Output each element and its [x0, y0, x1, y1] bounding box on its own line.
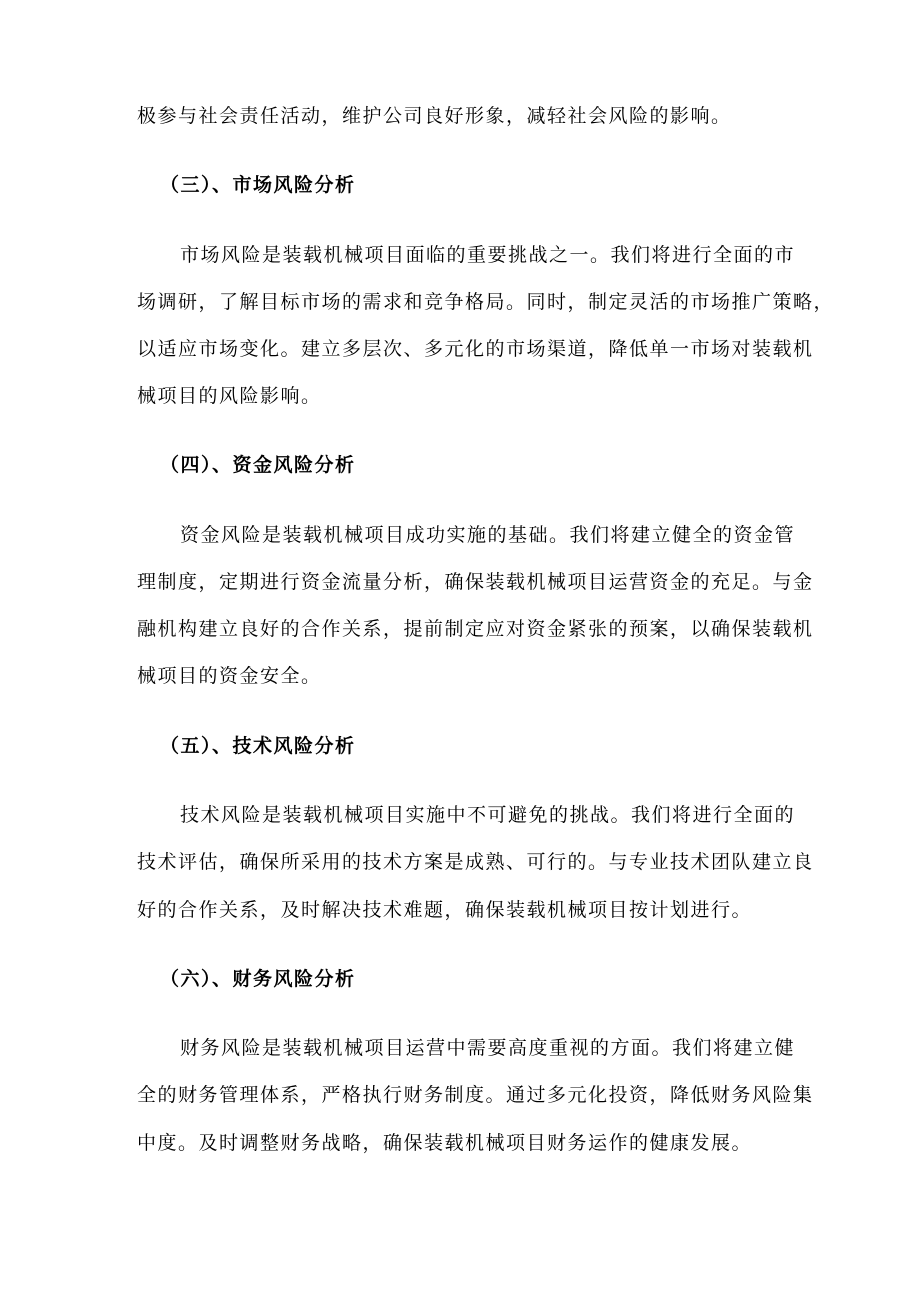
section-heading-financial-risk: （六）、财务风险分析 — [160, 968, 356, 990]
paragraph-line: 械项目的资金安全。 — [137, 665, 322, 687]
section-heading-technical-risk: （五）、技术风险分析 — [160, 735, 356, 757]
paragraph-line: 技术风险是装载机械项目实施中不可避免的挑战。我们将进行全面的 — [180, 804, 796, 826]
paragraph-line: 财务风险是装载机械项目运营中需要高度重视的方面。我们将建立健 — [180, 1037, 796, 1059]
paragraph-line: 好的合作关系，及时解决技术难题，确保装载机械项目按计划进行。 — [137, 899, 753, 921]
paragraph-line: 资金风险是装载机械项目成功实施的基础。我们将建立健全的资金管 — [180, 524, 796, 546]
paragraph-line: 场调研，了解目标市场的需求和竞争格局。同时，制定灵活的市场推广策略， — [137, 291, 835, 313]
paragraph-line: 市场风险是装载机械项目面临的重要挑战之一。我们将进行全面的市 — [180, 244, 796, 266]
paragraph-line: 融机构建立良好的合作关系，提前制定应对资金紧张的预案，以确保装载机 — [137, 618, 814, 640]
paragraph-line: 极参与社会责任活动，维护公司良好形象，减轻社会风险的影响。 — [137, 105, 732, 127]
paragraph-line: 中度。及时调整财务战略，确保装载机械项目财务运作的健康发展。 — [137, 1132, 753, 1154]
paragraph-line: 械项目的风险影响。 — [137, 385, 322, 407]
paragraph-line: 以适应市场变化。建立多层次、多元化的市场渠道，降低单一市场对装载机 — [137, 338, 814, 360]
paragraph-line: 全的财务管理体系，严格执行财务制度。通过多元化投资，降低财务风险集 — [137, 1084, 814, 1106]
paragraph-line: 技术评估，确保所采用的技术方案是成熟、可行的。与专业技术团队建立良 — [137, 851, 814, 873]
paragraph-line: 理制度，定期进行资金流量分析，确保装载机械项目运营资金的充足。与金 — [137, 571, 814, 593]
section-heading-market-risk: （三）、市场风险分析 — [160, 174, 356, 196]
section-heading-funding-risk: （四）、资金风险分析 — [160, 454, 356, 476]
